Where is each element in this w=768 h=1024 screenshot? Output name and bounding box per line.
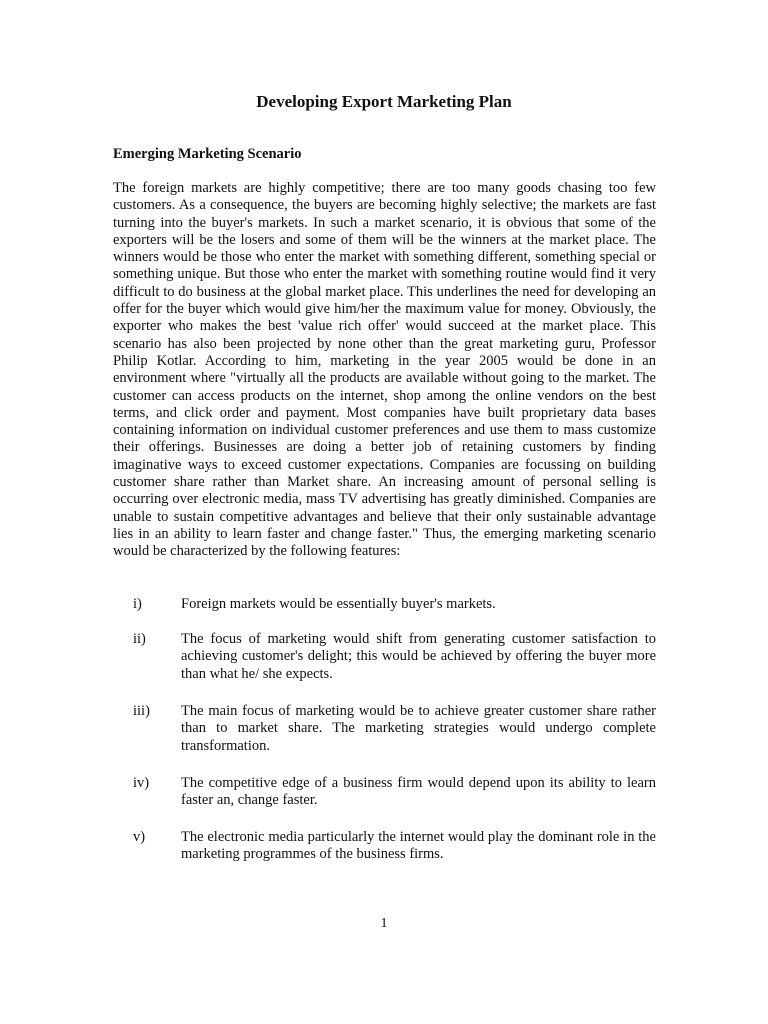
section-heading: Emerging Marketing Scenario <box>113 146 302 162</box>
feature-number: iv) <box>133 775 150 791</box>
body-paragraph: The foreign markets are highly competitive; there are too many goods chasing too few customers. As a consequence, the buyers are becoming highly selective; the markets are fast turning into the buyer's markets. In such a market scenario, it is obvious that some of the exporters will be the losers and some of them will be the winners at the market place. The winners would be those who enter the market with something different, something special or something unique. But those who enter the market with something routine would find it very difficult to do business at the global market place. This underlines the need for developing an offer for the buyer which would give him/her the maximum value for money. Obviously, the exporter who makes the best 'value rich offer' would succeed at the market place. This scenario has also been projected by none other than the great marketing guru, Professor Philip Kotlar. According to him, marketing in the year 2005 would be done in an environment where "virtually all the products are available without going to the market. The customer can access products on the internet, shop among the online vendors on the best terms, and click order and payment. Most companies have built proprietary data bases containing information on individual customer preferences and use them to mass customize their offerings. Businesses are doing a better job of retaining customers by finding imaginative ways to exceed customer expectations. Companies are focussing on building customer share rather than Market share. An increasing amount of personal selling is occurring over electronic media, mass TV advertising has greatly diminished. Companies are unable to sustain competitive advantages and believe that their only sustainable advantage lies in an ability to learn faster and change faster." Thus, the emerging marketing scenario would be characterized by the following features: <box>113 180 656 560</box>
feature-text: The focus of marketing would shift from generating customer satisfaction to achieving customer's delight; this would be achieved by offering the buyer more than what he/ she expects. <box>181 631 656 682</box>
feature-number: ii) <box>133 631 146 647</box>
feature-text: The competitive edge of a business firm would depend upon its ability to learn faster an, change faster. <box>181 775 656 809</box>
feature-text: The electronic media particularly the internet would play the dominant role in the marketing programmes of the business firms. <box>181 829 656 863</box>
feature-number: v) <box>133 829 146 845</box>
feature-number: i) <box>133 596 142 612</box>
feature-text: The main focus of marketing would be to achieve greater customer share rather than to market share. The marketing strategies would undergo complete transformation. <box>181 703 656 754</box>
page-title: Developing Export Marketing Plan <box>256 92 512 111</box>
page-number: 1 <box>380 916 388 931</box>
feature-number: iii) <box>133 703 150 719</box>
feature-text: Foreign markets would be essentially buyer's markets. <box>181 596 496 612</box>
